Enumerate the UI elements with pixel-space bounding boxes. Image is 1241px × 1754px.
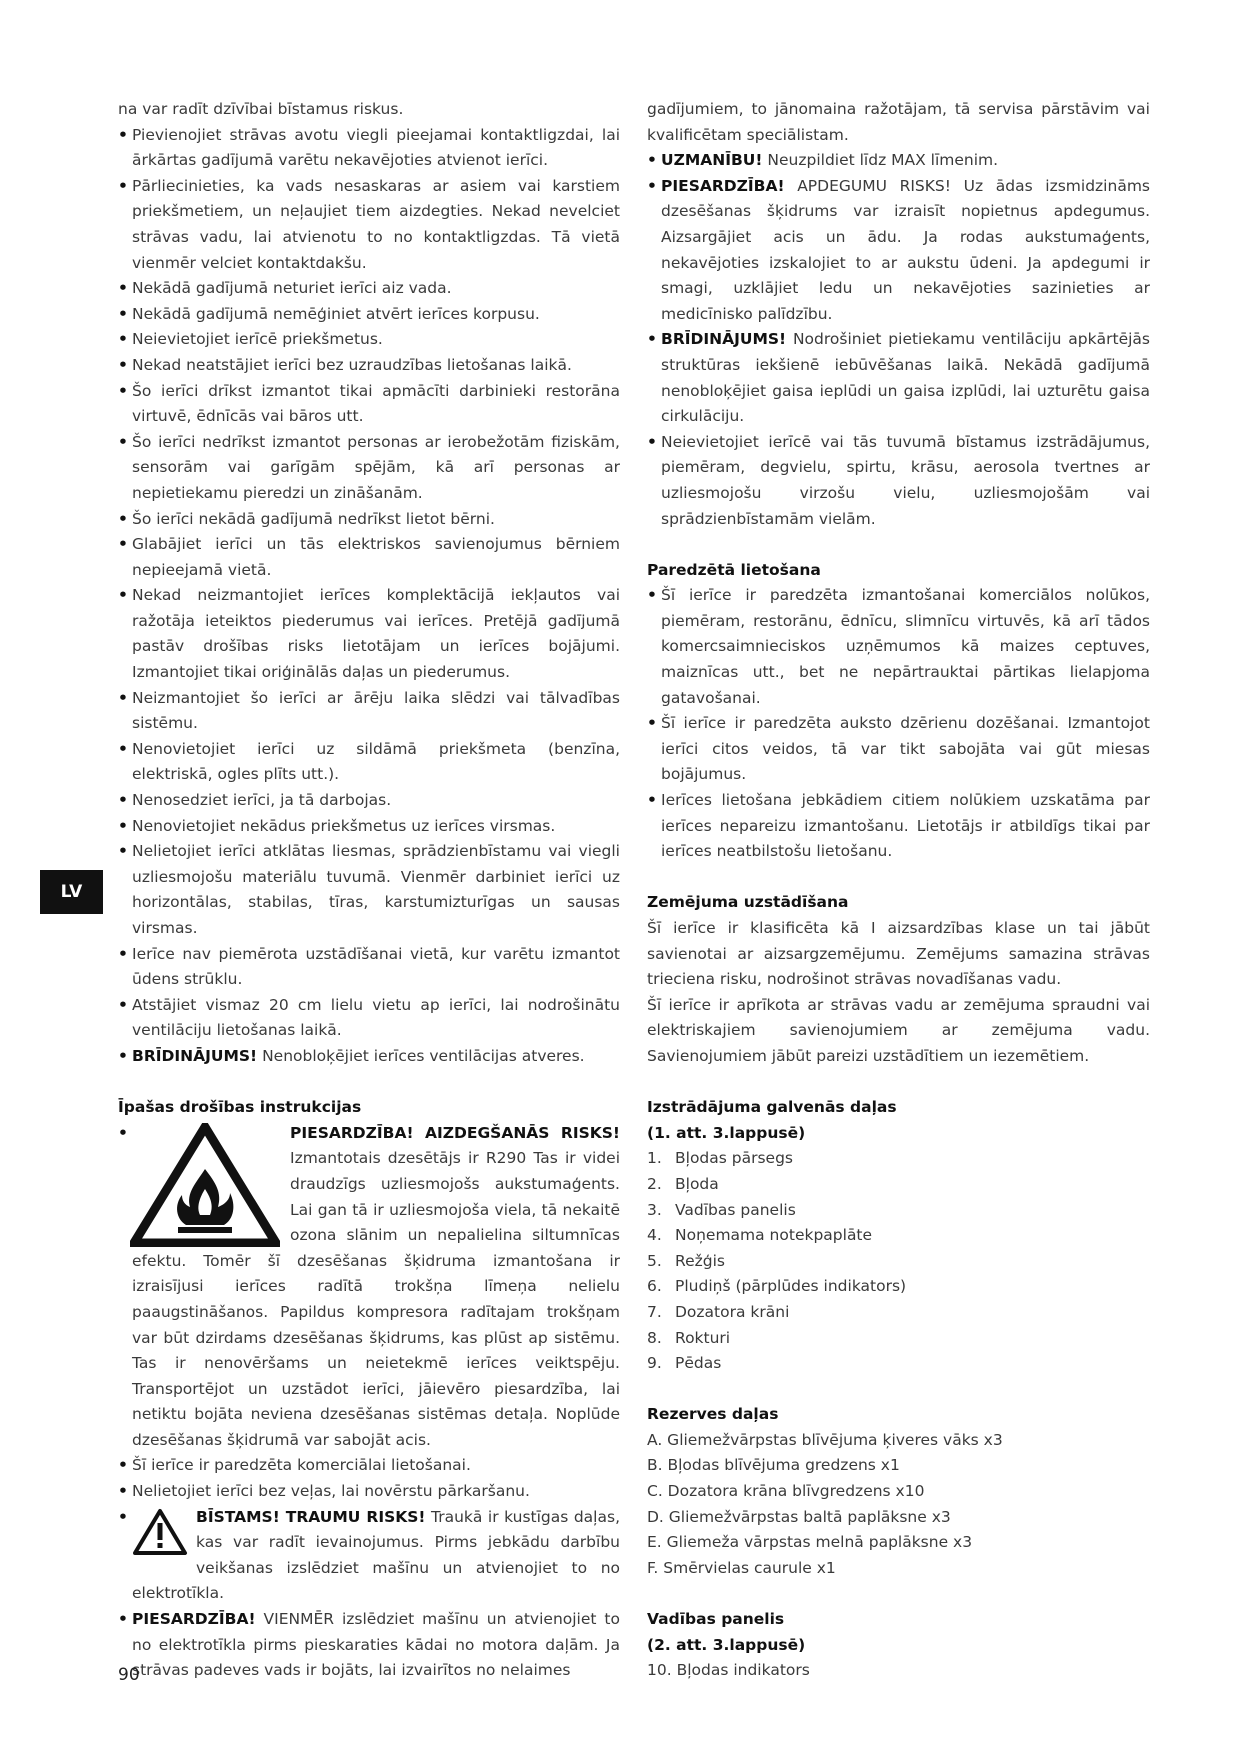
list-item: • Atstājiet vismaz 20 cm lielu vietu ap ierīci, lai nodrošinātu ventilāciju lietošanas laikā. xyxy=(118,993,620,1044)
caution-item xyxy=(118,1607,620,1684)
list-item: • Nelietojiet ierīci bez veļas, lai novērstu pārkaršanu. xyxy=(118,1479,620,1505)
attention-label: UZMANĪBU! xyxy=(661,151,763,170)
grounding-paragraph: Šī ierīce ir aprīkota ar strāvas vadu ar zemējuma spraudni vai elektriskajiem savienojumiem ar zemējuma vadu. Savienojumiem jābūt pareizi uzstādītiem un iezemētiem. xyxy=(647,995,1150,1065)
flammable-warning-icon xyxy=(130,1123,280,1247)
list-item: • Pievienojiet strāvas avotu viegli pieejamai kontaktligzdai, lai ārkārtas gadījumā varētu nekavējoties atvienot ierīci. xyxy=(118,123,620,174)
part-label: Noņemama notekpaplāte xyxy=(675,1226,873,1245)
part-number: 8. xyxy=(647,1328,662,1347)
list-item: • Nenovietojiet ierīci uz sildāmā priekšmeta (benzīna, elektriskā, ogles plīts utt.). xyxy=(118,737,620,788)
section-heading-main-parts: Izstrādājuma galvenās daļas xyxy=(647,1098,897,1117)
part-number: 2. xyxy=(647,1174,662,1193)
burn-risk-item xyxy=(647,174,1150,328)
list-item: • Šī ierīce ir paredzēta komerciālai lietošanai. xyxy=(118,1453,620,1479)
part-item xyxy=(647,1198,1150,1224)
page-number: 90 xyxy=(118,1665,140,1685)
spare-part-item: A. Gliemežvārpstas blīvējuma ķiveres vāks x3 xyxy=(647,1430,1003,1449)
list-item: • Nekad neatstājiet ierīci bez uzraudzības lietošanas laikā. xyxy=(118,353,620,379)
part-label: Vadības panelis xyxy=(675,1200,796,1219)
part-number: 7. xyxy=(647,1302,662,1321)
section-heading-control-panel: Vadības panelis xyxy=(647,1610,785,1629)
fire-risk-item xyxy=(118,1121,620,1454)
list-item: • Neievietojiet ierīcē vai tās tuvumā bīstamus izstrādājumus, piemēram, degvielu, spirtu, krāsu, aerosola tvertnes ar uzliesmojošu virzošu vielu, uzliesmojošām vai sprādzienbīstamām vielām. xyxy=(647,430,1150,532)
danger-label: BĪSTAMS! TRAUMU RISKS! xyxy=(196,1507,426,1526)
spare-part-item: D. Gliemežvārpstas baltā paplāksne x3 xyxy=(647,1507,951,1526)
part-label: Bļodas pārsegs xyxy=(675,1149,793,1168)
caution-text: VIENMĒR izslēdziet mašīnu un atvienojiet to no elektrotīkla pirms pieskaraties kādai no motora daļām. Ja strāvas padeves vads ir bojāts, lai izvairītos no nelaimes xyxy=(132,1610,620,1680)
list-item: • Šo ierīci drīkst izmantot tikai apmācīti darbinieki restorāna virtuvē, ēdnīcās vai bāros utt. xyxy=(118,379,620,430)
part-label: Pēdas xyxy=(675,1354,722,1373)
list-item: • Šī ierīce ir paredzēta auksto dzērienu dozēšanai. Izmantojot ierīci citos veidos, tā var tikt sabojāta vai gūt miesas bojājumus. xyxy=(647,711,1150,788)
spare-part-item: B. Bļodas blīvējuma gredzens x1 xyxy=(647,1456,900,1475)
fire-risk-label: PIESARDZĪBA! AIZDEGŠANĀS RISKS! xyxy=(290,1123,620,1142)
part-number: 3. xyxy=(647,1200,662,1219)
attention-item xyxy=(647,148,1150,174)
part-label: Dozatora krāni xyxy=(675,1302,790,1321)
intro-text: na var radīt dzīvībai bīstamus riskus. xyxy=(118,100,404,118)
list-item: • Glabājiet ierīci un tās elektriskos savienojumus bērniem nepieejamā vietā. xyxy=(118,532,620,583)
part-item xyxy=(647,1274,1150,1300)
part-number: 6. xyxy=(647,1277,662,1296)
part-number: 5. xyxy=(647,1251,662,1270)
warning-ventilation xyxy=(118,1044,620,1070)
part-number: 9. xyxy=(647,1354,662,1373)
part-item xyxy=(647,1300,1150,1326)
control-panel-item: 10. Bļodas indikators xyxy=(647,1661,810,1680)
list-item: • Nekad neizmantojiet ierīces komplektācijā iekļautos vai ražotāja ieteiktos piederumus vai ierīces. Pretējā gadījumā pastāv drošības risks lietotājam un ierīces bojājumi. Izmantojiet tikai oriģinālās daļas un piederumus. xyxy=(118,583,620,685)
spare-part-item: E. Gliemeža vārpstas melnā paplāksne x3 xyxy=(647,1533,973,1552)
list-item: • Šo ierīci nedrīkst izmantot personas ar ierobežotām fiziskām, sensorām vai garīgām spējām, kā arī personas ar nepietiekamu pieredzi un zināšanām. xyxy=(118,430,620,507)
section-subheading-figure-ref: (2. att. 3.lappusē) xyxy=(647,1635,806,1654)
danger-text: Traukā ir kustīgas daļas, kas var radīt ievainojumus. Pirms jebkādu darbību veikšanas izslēdziet mašīnu un atvienojiet to no elektrotīkla. xyxy=(132,1507,620,1603)
spare-part-item: C. Dozatora krāna blīvgredzens x10 xyxy=(647,1482,925,1501)
section-heading-intended-use: Paredzētā lietošana xyxy=(647,560,821,579)
burn-risk-label: PIESARDZĪBA! xyxy=(661,176,785,195)
caution-label: PIESARDZĪBA! xyxy=(132,1610,256,1629)
attention-text: Neuzpildiet līdz MAX līmenim. xyxy=(762,151,999,170)
part-label: Rokturi xyxy=(675,1328,731,1347)
list-item: • Ierīce nav piemērota uzstādīšanai vietā, kur varētu izmantot ūdens strūklu. xyxy=(118,942,620,993)
section-heading-grounding: Zemējuma uzstādīšana xyxy=(647,893,849,912)
list-item: • Nenosedziet ierīci, ja tā darbojas. xyxy=(118,788,620,814)
part-item xyxy=(647,1223,1150,1249)
section-subheading-figure-ref: (1. att. 3.lappusē) xyxy=(647,1123,806,1142)
list-item: • Nelietojiet ierīci atklātas liesmas, sprādzienbīstamu vai viegli uzliesmojošu materiālu tuvumā. Vienmēr darbiniet ierīci uz horizontālas, stabilas, tīras, karstumizturīgas un sausas virsmas. xyxy=(118,839,620,941)
list-item: • Pārliecinieties, ka vads nesaskaras ar asiem vai karstiem priekšmetiem, un neļaujiet tiem aizdegties. Nekad nevelciet strāvas vadu, lai atvienotu to no kontaktligzdas. Tā vietā vienmēr velciet kontaktdakšu. xyxy=(118,174,620,276)
list-item: • Šī ierīce ir paredzēta izmantošanai komerciālos nolūkos, piemēram, restorānu, ēdnīcu, slimnīcu virtuvēs, kā arī tādos komercsaimnieciskos uzņēmumos kā maizes ceptuves, maiznīcas utt., bet ne nepārtrauktai pārtikas lielapjoma gatavošanai. xyxy=(647,583,1150,711)
part-label: Pludiņš (pārplūdes indikators) xyxy=(675,1277,907,1296)
burn-risk-text: APDEGUMU RISKS! Uz ādas izsmidzināms dzesēšanas šķidrums var izraisīt nopietnus apdegumus. Aizsargājiet acis un ādu. Ja rodas aukstumaģents, nekavējoties izskalojiet to ar aukstu ūdeni. Ja apdegumi ir smagi, uzklājiet ledu un nekavējoties sazinieties ar medicīnisko palīdzību. xyxy=(661,176,1150,323)
spare-part-item: F. Smērvielas caurule x1 xyxy=(647,1558,836,1577)
list-item: • Nekādā gadījumā neturiet ierīci aiz vada. xyxy=(118,276,620,302)
part-item xyxy=(647,1249,1150,1275)
part-label: Režģis xyxy=(675,1251,725,1270)
language-tab: LV xyxy=(40,870,103,914)
list-item: • Nekādā gadījumā nemēģiniet atvērt ierīces korpusu. xyxy=(118,302,620,328)
part-number: 4. xyxy=(647,1226,662,1245)
ventilation-item xyxy=(647,327,1150,429)
part-item xyxy=(647,1351,1150,1377)
list-item: • Neizmantojiet šo ierīci ar ārēju laika slēdzi vai tālvadības sistēmu. xyxy=(118,686,620,737)
ventilation-text: Nodrošiniet pietiekamu ventilāciju apkārtējās struktūras iekšienē iebūvēšanas laikā. Nekādā gadījumā nenobloķējiet gaisa ieplūdi un gaisa izplūdi, lai uzturētu gaisa cirkulāciju. xyxy=(661,330,1150,426)
part-number: 1. xyxy=(647,1149,662,1168)
grounding-paragraph: Šī ierīce ir klasificēta kā I aizsardzības klase un tai jābūt savienotai ar aizsargzemējumu. Zemējums samazina strāvas triecienа risku, nodrošinot strāvas novadīšanas vadu. xyxy=(647,919,1150,989)
part-item xyxy=(647,1326,1150,1352)
fire-risk-text: Izmantotais dzesētājs ir R290 Tas ir videi draudzīgs uzliesmojošs aukstumaģents. Lai gan tā ir uzliesmojoša viela, tā nekaitē ozona slānim un nepalielina siltumnīcas efektu. Tomēr šī dzesēšanas šķidruma izmantošana ir izraisījusi ierīces radītā trokšņa līmeņa nelielu paaugstināšanos. Papildus kompresora radītajam trokšņam var būt dzirdams dzesēšanas šķidrums, kas plūst ap sistēmu. Tas ir nenovēršams un neietekmē ierīces veiktspēju. Transportējot un uzstādot ierīci, jāievēro piesardzība, lai netiktu bojāta neviena dzesēšanas sistēmas detaļa. Noplūde dzesēšanas šķidrumā var sabojāt acis. xyxy=(132,1149,620,1449)
part-item xyxy=(647,1172,1150,1198)
section-heading-spare-parts: Rezerves daļas xyxy=(647,1405,779,1424)
warning-label: BRĪDINĀJUMS! xyxy=(132,1046,258,1065)
warning-text: Nenobloķējiet ierīces ventilācijas atveres. xyxy=(257,1046,585,1065)
warning-triangle-icon xyxy=(132,1507,188,1557)
part-item xyxy=(647,1146,1150,1172)
list-item: • Ierīces lietošana jebkādiem citiem nolūkiem uzskatāma par ierīces nepareizu izmantošanu. Lietotājs ir atbildīgs tikai par ierīces neatbilstošu lietošanu. xyxy=(647,788,1150,865)
continued-text: gadījumiem, to jānomaina ražotājam, tā servisa pārstāvim vai kvalificētam speciālistam. xyxy=(647,100,1150,144)
left-column xyxy=(118,97,620,1684)
list-item: • Šo ierīci nekādā gadījumā nedrīkst lietot bērni. xyxy=(118,507,620,533)
list-item: • Nenovietojiet nekādus priekšmetus uz ierīces virsmas. xyxy=(118,814,620,840)
ventilation-label: BRĪDINĀJUMS! xyxy=(661,330,787,349)
right-column xyxy=(647,97,1150,1684)
danger-item xyxy=(118,1505,620,1607)
list-item: • Neievietojiet ierīcē priekšmetus. xyxy=(118,327,620,353)
section-heading-special-safety: Īpašas drošības instrukcijas xyxy=(118,1098,362,1117)
part-label: Bļoda xyxy=(675,1174,719,1193)
